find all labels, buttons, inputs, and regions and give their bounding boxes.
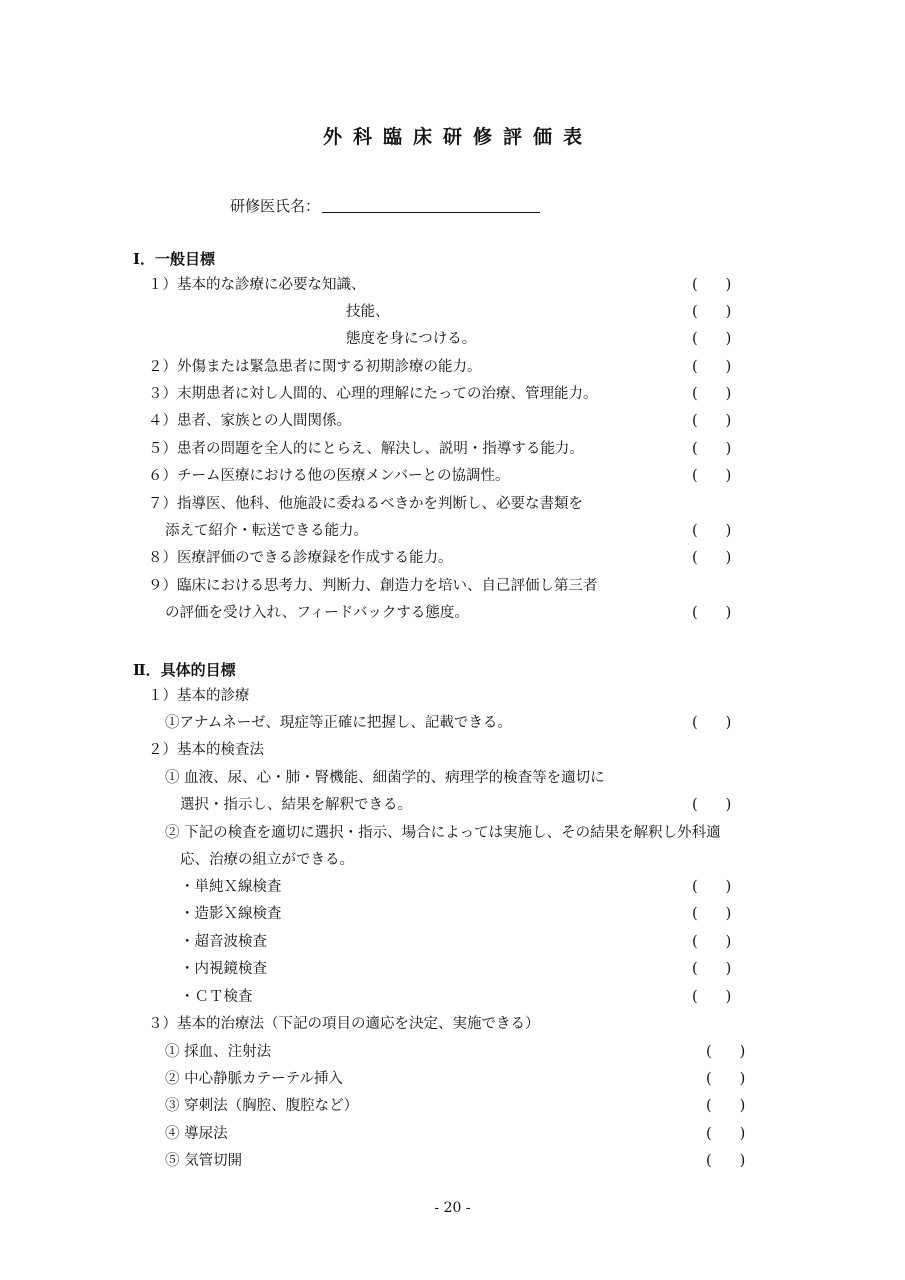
rating-open-paren: ( — [692, 961, 698, 977]
rating-close-paren: ) — [739, 1153, 746, 1169]
rating-box[interactable] — [692, 988, 731, 1006]
rating-close-paren: ) — [725, 441, 732, 457]
rating-close-paren: ) — [739, 1098, 746, 1114]
rating-box[interactable] — [692, 933, 731, 951]
page-title: 外科臨床研修評価表 — [322, 126, 593, 148]
rating-box[interactable] — [692, 467, 731, 485]
rating-close-paren: ) — [725, 906, 732, 922]
rating-box[interactable] — [706, 1097, 745, 1115]
rating-open-paren: ( — [692, 413, 698, 429]
rating-box[interactable] — [692, 385, 731, 403]
rating-close-paren: ) — [725, 468, 732, 484]
item-text: ２）外傷または緊急患者に関する初期診療の能力。 — [148, 359, 482, 375]
item-text: ④ 導尿法 — [165, 1126, 228, 1142]
rating-box[interactable] — [692, 330, 731, 348]
item-text: 態度を身につける。 — [346, 331, 477, 347]
item-text: ・ＣＴ検査 — [180, 989, 253, 1005]
rating-close-paren: ) — [725, 989, 732, 1005]
rating-close-paren: ) — [725, 715, 732, 731]
item-text: ８）医療評価のできる診療録を作成する能力。 — [148, 550, 453, 566]
rating-open-paren: ( — [692, 605, 698, 621]
rating-open-paren: ( — [692, 989, 698, 1005]
item-text: ①アナムネーゼ、現症等正確に把握し、記載できる。 — [165, 715, 512, 731]
rating-box[interactable] — [692, 878, 731, 896]
rating-box[interactable] — [692, 549, 731, 567]
item-text: ⑤ 気管切開 — [165, 1153, 243, 1169]
rating-box[interactable] — [692, 714, 731, 732]
rating-open-paren: ( — [692, 304, 698, 320]
item-text: ③ 穿刺法（胸腔、腹腔など） — [165, 1098, 359, 1114]
item-text: ① 血液、尿、心・肺・腎機能、細菌学的、病理学的検査等を適切に — [165, 770, 605, 786]
rating-open-paren: ( — [692, 797, 698, 813]
item-text: の評価を受け入れ、フィードバックする態度。 — [165, 605, 469, 621]
rating-box[interactable] — [706, 1043, 745, 1061]
rating-close-paren: ) — [725, 605, 732, 621]
rating-open-paren: ( — [692, 441, 698, 457]
rating-box[interactable] — [706, 1152, 745, 1170]
rating-open-paren: ( — [692, 331, 698, 347]
item-text: ① 採血、注射法 — [165, 1044, 272, 1060]
rating-close-paren: ) — [725, 277, 732, 293]
rating-box[interactable] — [692, 604, 731, 622]
item-text: 添えて紹介・転送できる能力。 — [165, 523, 368, 539]
item-text: ・超音波検査 — [180, 934, 267, 950]
section-heading-specific-goals: Ⅱ．具体的目標 — [133, 661, 236, 679]
rating-open-paren: ( — [706, 1071, 712, 1087]
item-text: ・造影Ｘ線検査 — [180, 906, 282, 922]
rating-open-paren: ( — [692, 468, 698, 484]
rating-open-paren: ( — [692, 386, 698, 402]
rating-open-paren: ( — [706, 1153, 712, 1169]
item-text: 選択・指示し、結果を解釈できる。 — [180, 797, 412, 813]
rating-close-paren: ) — [739, 1044, 746, 1060]
rating-box[interactable] — [692, 796, 731, 814]
item-text: 応、治療の組立ができる。 — [180, 852, 354, 868]
rating-box[interactable] — [692, 905, 731, 923]
rating-close-paren: ) — [725, 523, 732, 539]
trainee-name-blank[interactable] — [322, 198, 540, 213]
rating-close-paren: ) — [725, 331, 732, 347]
rating-box[interactable] — [692, 960, 731, 978]
page-number: - 20 - — [434, 1200, 471, 1216]
rating-open-paren: ( — [692, 523, 698, 539]
rating-box[interactable] — [692, 412, 731, 430]
rating-close-paren: ) — [725, 550, 732, 566]
item-text: ・内視鏡検査 — [180, 961, 267, 977]
rating-close-paren: ) — [725, 413, 732, 429]
trainee-name-field — [230, 195, 540, 216]
section-heading-general-goals: Ⅰ．一般目標 — [133, 250, 216, 268]
rating-close-paren: ) — [725, 386, 732, 402]
item-text: ９）臨床における思考力、判断力、創造力を培い、自己評価し第三者 — [148, 578, 598, 594]
rating-close-paren: ) — [725, 797, 732, 813]
rating-open-paren: ( — [692, 934, 698, 950]
rating-open-paren: ( — [692, 879, 698, 895]
rating-box[interactable] — [692, 440, 731, 458]
rating-close-paren: ) — [739, 1126, 746, 1142]
rating-open-paren: ( — [692, 715, 698, 731]
rating-open-paren: ( — [706, 1126, 712, 1142]
item-text: ・単純Ｘ線検査 — [180, 879, 282, 895]
rating-close-paren: ) — [725, 304, 732, 320]
rating-close-paren: ) — [739, 1071, 746, 1087]
rating-box[interactable] — [692, 358, 731, 376]
item-text: １）基本的診療 — [148, 688, 250, 704]
rating-box[interactable] — [706, 1070, 745, 1088]
rating-close-paren: ) — [725, 934, 732, 950]
item-text: ４）患者、家族との人間関係。 — [148, 413, 351, 429]
rating-open-paren: ( — [692, 359, 698, 375]
rating-open-paren: ( — [706, 1044, 712, 1060]
rating-box[interactable] — [692, 276, 731, 294]
item-text: １）基本的な診療に必要な知識、 — [148, 277, 366, 293]
rating-box[interactable] — [692, 303, 731, 321]
trainee-name-label: 研修医氏名： — [230, 197, 321, 215]
rating-open-paren: ( — [692, 906, 698, 922]
rating-close-paren: ) — [725, 359, 732, 375]
item-text: ７）指導医、他科、他施設に委ねるべきかを判断し、必要な書類を — [148, 496, 583, 512]
rating-box[interactable] — [692, 522, 731, 540]
item-text: ２）基本的検査法 — [148, 742, 264, 758]
item-text: 技能、 — [346, 304, 390, 320]
rating-open-paren: ( — [706, 1098, 712, 1114]
rating-open-paren: ( — [692, 277, 698, 293]
item-text: ３）末期患者に対し人間的、心理的理解にたっての治療、管理能力。 — [148, 386, 598, 402]
rating-box[interactable] — [706, 1125, 745, 1143]
item-text: ② 中心静脈カテーテル挿入 — [165, 1071, 343, 1087]
item-text: ② 下記の検査を適切に選択・指示、場合によっては実施し、その結果を解釈し外科適 — [165, 825, 721, 841]
item-text: ６）チーム医療における他の医療メンバーとの協調性。 — [148, 468, 510, 484]
item-text: ５）患者の問題を全人的にとらえ、解決し、説明・指導する能力。 — [148, 441, 584, 457]
rating-open-paren: ( — [692, 550, 698, 566]
rating-close-paren: ) — [725, 961, 732, 977]
item-text: ３）基本的治療法（下記の項目の適応を決定、実施できる） — [148, 1016, 540, 1032]
rating-close-paren: ) — [725, 879, 732, 895]
